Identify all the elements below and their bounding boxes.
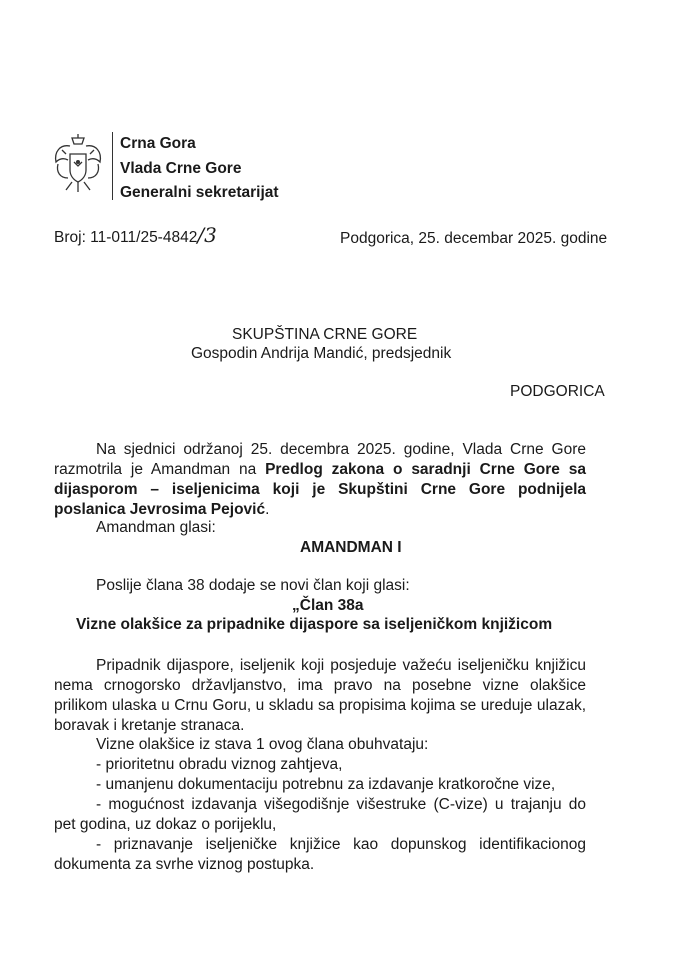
header-country: Crna Gora	[120, 135, 196, 152]
body-p1-line-4: boravak i kretanje stranaca.	[54, 717, 245, 734]
intro-line-1: Na sjednici održanoj 25. decembra 2025. godine, Vlada Crne Gore	[96, 441, 586, 458]
list-item-4-line-2: dokumenta za svrhe viznog postupka.	[54, 856, 315, 873]
recipient-person: Gospodin Andrija Mandić, predsjednik	[191, 345, 452, 362]
header-secretariat: Generalni sekretarijat	[120, 184, 279, 201]
article-number: „Član 38a	[292, 597, 364, 614]
document-number-handwritten: /3	[197, 223, 217, 247]
amendment-title: AMANDMAN I	[300, 539, 402, 556]
list-item-1: - prioritetnu obradu viznog zahtjeva,	[96, 756, 343, 773]
intro-line-3: dijasporom – iseljenicima koji je Skupštini Crne Gore podnijela	[54, 481, 586, 498]
header-separator	[112, 132, 113, 200]
body-p1-line-3: prilikom ulaska u Crnu Goru, u skladu sa propisima kojima se ureduje ulazak,	[54, 697, 586, 714]
coat-of-arms-icon	[50, 132, 106, 198]
list-item-2: - umanjenu dokumentaciju potrebnu za izdavanje kratkoročne vize,	[96, 776, 556, 793]
intro-line-4: poslanica Jevrosima Pejović.	[54, 501, 270, 518]
place-date: Podgorica, 25. decembar 2025. godine	[340, 230, 608, 247]
list-item-4-line-1: - priznavanje iseljeničke knjižice kao dopunskog identifikacionog	[96, 836, 586, 853]
header-government: Vlada Crne Gore	[120, 160, 242, 177]
list-item-3-line-1: - mogućnost izdavanja višegodišnje višestruke (C-vize) u trajanju do	[96, 796, 586, 813]
intro-line-2: razmotrila je Amandman na Predlog zakona o saradnji Crne Gore sa	[54, 461, 586, 478]
recipient-institution: SKUPŠTINA CRNE GORE	[232, 326, 418, 343]
body-p2: Vizne olakšice iz stava 1 ovog člana obuhvataju:	[96, 736, 429, 753]
document-number-label: Broj: 11-011/25-4842	[54, 229, 198, 246]
body-p1-line-2: nema crnogorsko državljanstvo, ima pravo na posebne vizne olakšice	[54, 677, 586, 694]
intro-line-5: Amandman glasi:	[96, 519, 216, 536]
article-title: Vizne olakšice za pripadnike dijaspore sa iseljeničkom knjižicom	[76, 616, 553, 633]
document-number	[54, 223, 217, 247]
list-item-3-line-2: pet godina, uz dokaz o porijeklu,	[54, 816, 277, 833]
body-p1-line-1: Pripadnik dijaspore, iseljenik koji posjeduje važeću iseljeničku knjižicu	[96, 657, 586, 674]
amendment-lead: Poslije člana 38 dodaje se novi član koji glasi:	[96, 577, 410, 594]
recipient-city: PODGORICA	[510, 383, 605, 400]
